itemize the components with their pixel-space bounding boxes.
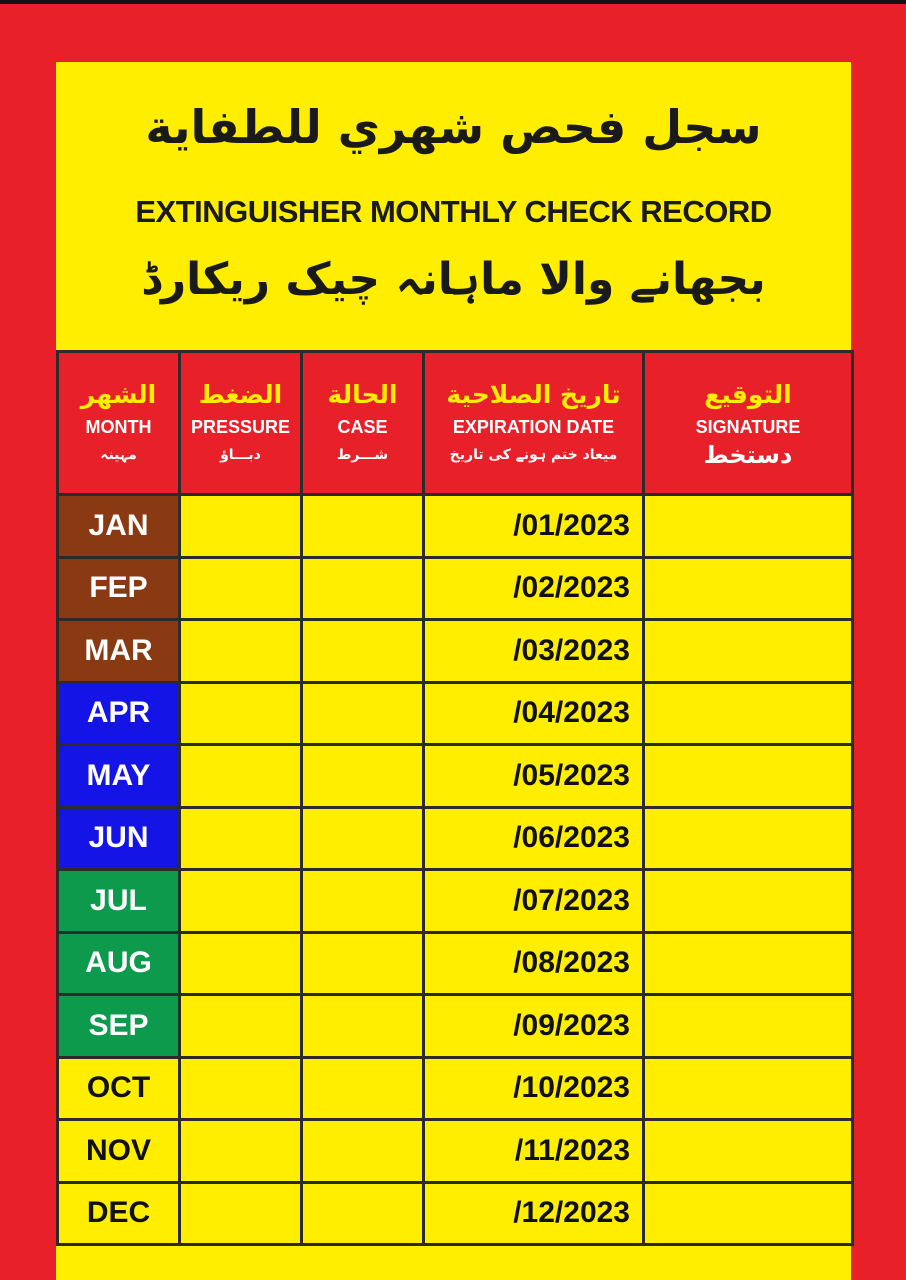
signature-cell[interactable]: [644, 557, 853, 620]
case-cell[interactable]: [302, 620, 424, 683]
pressure-header-urdu: دبـــاؤ: [220, 447, 261, 463]
month-cell: SEP: [58, 995, 180, 1058]
expiration-date-cell[interactable]: /04/2023: [424, 682, 644, 745]
expiration-date-cell[interactable]: /03/2023: [424, 620, 644, 683]
month-cell: NOV: [58, 1120, 180, 1183]
pressure-cell[interactable]: [180, 1057, 302, 1120]
table-row: [58, 745, 853, 808]
record-sheet: [56, 62, 851, 1280]
expiration-date-cell[interactable]: /11/2023: [424, 1120, 644, 1183]
pressure-cell[interactable]: [180, 495, 302, 558]
expiration-date-cell[interactable]: /08/2023: [424, 932, 644, 995]
expiration-date-cell[interactable]: /06/2023: [424, 807, 644, 870]
signature-cell[interactable]: [644, 745, 853, 808]
pressure-header-english: PRESSURE: [190, 417, 291, 437]
month-cell: JAN: [58, 495, 180, 558]
check-record-table: [56, 350, 854, 1246]
table-row: [58, 557, 853, 620]
month-cell: FEP: [58, 557, 180, 620]
pressure-cell[interactable]: [180, 620, 302, 683]
table-row: [58, 682, 853, 745]
signature-cell[interactable]: [644, 1182, 853, 1245]
pressure-cell[interactable]: [180, 995, 302, 1058]
pressure-cell[interactable]: [180, 557, 302, 620]
expiration-date-cell[interactable]: /05/2023: [424, 745, 644, 808]
case-cell[interactable]: [302, 682, 424, 745]
title-urdu: بجھانے والا ماہانہ چیک ریکارڈ: [141, 254, 766, 305]
expiration-date-cell[interactable]: /02/2023: [424, 557, 644, 620]
pressure-cell[interactable]: [180, 807, 302, 870]
expiration-date-cell[interactable]: /01/2023: [424, 495, 644, 558]
table-row: [58, 807, 853, 870]
table-row: [58, 870, 853, 933]
pressure-cell[interactable]: [180, 1182, 302, 1245]
expiration-header-english: EXPIRATION DATE: [452, 417, 615, 437]
column-header-signature: [644, 352, 853, 495]
table-row: [58, 1057, 853, 1120]
pressure-cell[interactable]: [180, 932, 302, 995]
case-cell[interactable]: [302, 870, 424, 933]
case-header-english: CASE: [337, 417, 388, 437]
title-arabic: سجل فحص شهري للطفاية: [145, 100, 762, 154]
pressure-cell[interactable]: [180, 745, 302, 808]
signature-cell[interactable]: [644, 620, 853, 683]
month-header-arabic: الشهر: [80, 380, 157, 409]
case-cell[interactable]: [302, 1182, 424, 1245]
top-edge: [0, 0, 906, 4]
signature-header-arabic: التوقيع: [704, 380, 792, 409]
expiration-header-arabic: تاريخ الصلاحية: [446, 380, 621, 409]
case-cell[interactable]: [302, 745, 424, 808]
column-header-pressure: [180, 352, 302, 495]
signature-cell[interactable]: [644, 1120, 853, 1183]
expiration-date-cell[interactable]: /10/2023: [424, 1057, 644, 1120]
month-cell: OCT: [58, 1057, 180, 1120]
table-row: [58, 495, 853, 558]
signature-cell[interactable]: [644, 495, 853, 558]
case-cell[interactable]: [302, 557, 424, 620]
month-cell: AUG: [58, 932, 180, 995]
signature-cell[interactable]: [644, 1057, 853, 1120]
column-header-case: [302, 352, 424, 495]
case-cell[interactable]: [302, 932, 424, 995]
month-header-english: MONTH: [85, 417, 152, 437]
month-cell: MAR: [58, 620, 180, 683]
month-header-urdu: مہینہ: [100, 447, 137, 463]
table-row: [58, 1182, 853, 1245]
column-header-month: [58, 352, 180, 495]
title-block: [56, 62, 851, 350]
month-cell: MAY: [58, 745, 180, 808]
month-cell: JUL: [58, 870, 180, 933]
case-cell[interactable]: [302, 807, 424, 870]
signature-cell[interactable]: [644, 995, 853, 1058]
case-header-urdu: شـــرط: [336, 447, 389, 463]
case-cell[interactable]: [302, 995, 424, 1058]
expiration-date-cell[interactable]: /12/2023: [424, 1182, 644, 1245]
month-cell: APR: [58, 682, 180, 745]
table-row: [58, 995, 853, 1058]
case-cell[interactable]: [302, 495, 424, 558]
title-english: EXTINGUISHER MONTHLY CHECK RECORD: [135, 194, 772, 229]
expiration-header-urdu: میعاد ختم ہونے کی تاریخ: [449, 447, 618, 463]
expiration-date-cell[interactable]: /09/2023: [424, 995, 644, 1058]
signature-cell[interactable]: [644, 932, 853, 995]
case-header-arabic: الحالة: [327, 380, 398, 409]
month-cell: JUN: [58, 807, 180, 870]
expiration-date-cell[interactable]: /07/2023: [424, 870, 644, 933]
signature-cell[interactable]: [644, 807, 853, 870]
pressure-cell[interactable]: [180, 1120, 302, 1183]
case-cell[interactable]: [302, 1120, 424, 1183]
column-header-expiration-date: [424, 352, 644, 495]
signature-cell[interactable]: [644, 682, 853, 745]
pressure-header-arabic: الضغط: [198, 380, 283, 409]
signature-cell[interactable]: [644, 870, 853, 933]
case-cell[interactable]: [302, 1057, 424, 1120]
table-row: [58, 620, 853, 683]
table-row: [58, 1120, 853, 1183]
pressure-cell[interactable]: [180, 682, 302, 745]
month-cell: DEC: [58, 1182, 180, 1245]
pressure-cell[interactable]: [180, 870, 302, 933]
table-header-row: [58, 352, 853, 495]
signature-header-urdu: دستخط: [703, 441, 793, 469]
signature-header-english: SIGNATURE: [695, 417, 801, 437]
table-row: [58, 932, 853, 995]
